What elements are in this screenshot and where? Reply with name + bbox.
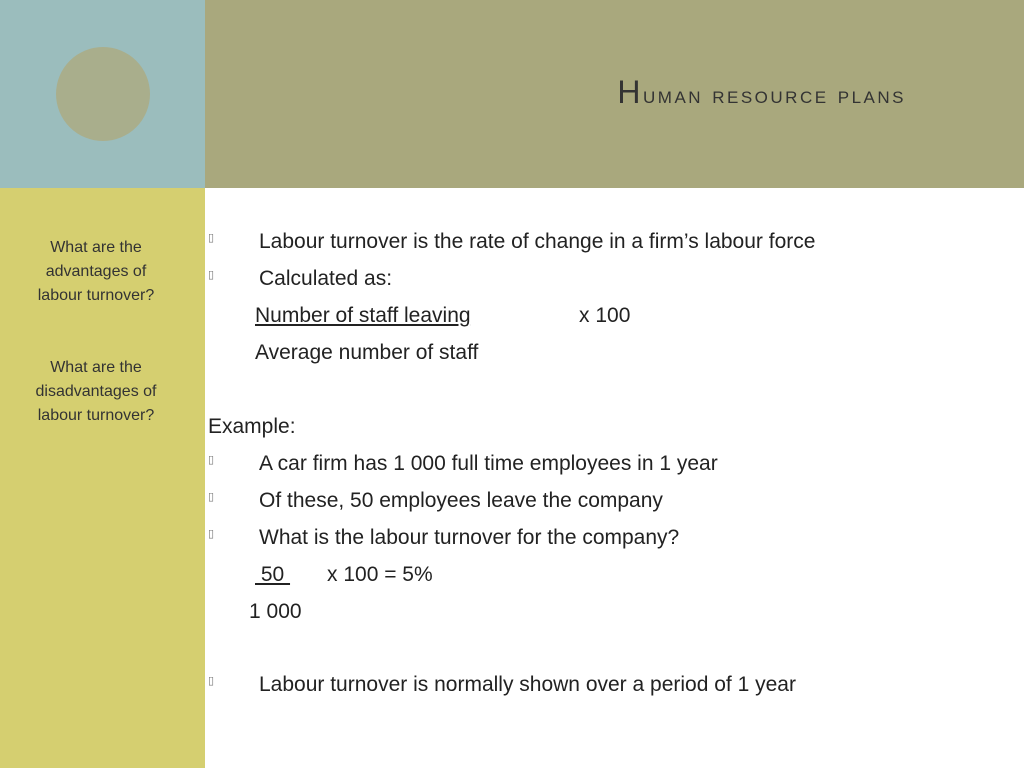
bullet-icon: ▯ <box>208 232 215 244</box>
corner-panel <box>0 0 205 188</box>
sidebar <box>0 188 205 768</box>
bullet-icon: ▯ <box>208 491 215 503</box>
bullet-calculated-as: Calculated as: <box>259 267 393 290</box>
bullet-icon: ▯ <box>208 675 215 687</box>
bullet-icon: ▯ <box>208 528 215 540</box>
calc-denominator: 1 000 <box>249 600 302 623</box>
calc-result: x 100 = 5% <box>327 563 433 586</box>
example-heading: Example: <box>208 415 296 438</box>
sidebar-question-advantages: What are the advantages of labour turnover? <box>37 239 155 304</box>
bullet-example-leavers: Of these, 50 employees leave the company <box>259 489 663 512</box>
header-band <box>205 0 1024 188</box>
slide-content <box>205 188 1024 768</box>
title-rest: uman resource plans <box>643 82 906 109</box>
bullet-icon: ▯ <box>208 269 215 281</box>
bullet-example-employees: A car firm has 1 000 full time employees in 1 year <box>259 452 718 475</box>
bullet-example-question: What is the labour turnover for the company? <box>259 526 680 549</box>
sidebar-question-disadvantages: What are the disadvantages of labour turnover? <box>35 359 157 424</box>
formula-denominator: Average number of staff <box>255 341 479 364</box>
bullet-period-note: Labour turnover is normally shown over a period of 1 year <box>259 673 796 696</box>
calc-numerator: 50 <box>255 563 291 586</box>
slide-title <box>617 74 906 111</box>
bullet-definition: Labour turnover is the rate of change in a firm’s labour force <box>259 230 816 253</box>
title-initial: H <box>617 74 643 110</box>
decorative-circle <box>56 47 150 141</box>
formula-numerator: Number of staff leaving <box>255 304 471 327</box>
formula-multiplier: x 100 <box>579 304 631 327</box>
bullet-icon: ▯ <box>208 454 215 466</box>
